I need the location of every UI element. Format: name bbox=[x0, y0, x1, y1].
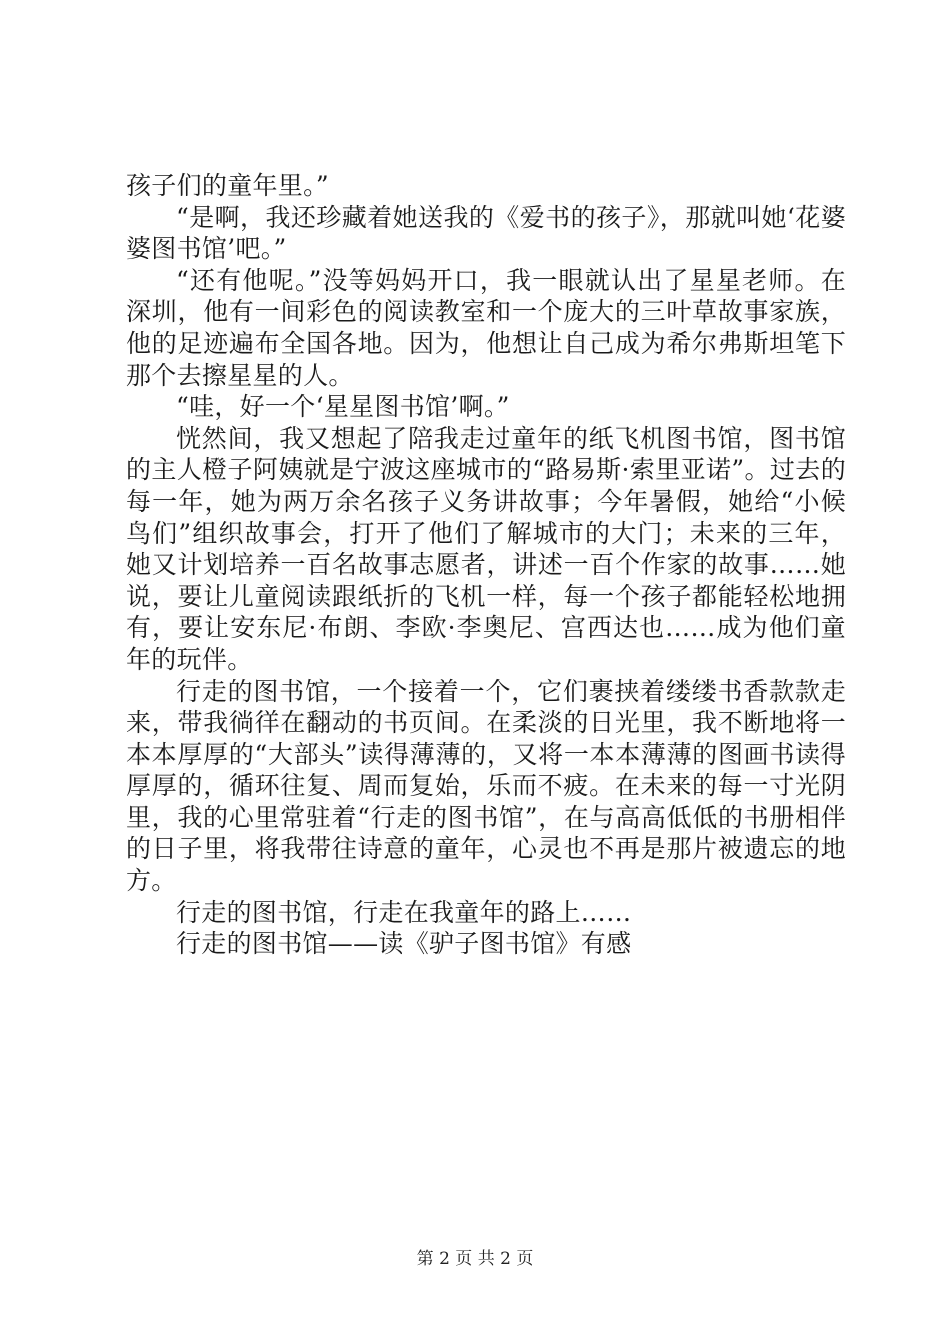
paragraph: “还有他呢。”没等妈妈开口，我一眼就认出了星星老师。在深圳，他有一间彩色的阅读教室和一个庞大的三叶草故事家族，他的足迹遍布全国各地。因为，他想让自己成为希尔弗斯坦笔下那个去擦星星的人。 bbox=[126, 265, 846, 390]
page-footer bbox=[0, 1244, 950, 1269]
paragraph: “哇，好一个‘星星图书馆’啊。” bbox=[176, 392, 510, 422]
paragraph-title-line: 行走的图书馆——读《驴子图书馆》有感 bbox=[176, 929, 632, 959]
paragraph-continuation: 孩子们的童年里。” bbox=[126, 171, 329, 200]
paragraph: 行走的图书馆，行走在我童年的路上…… bbox=[176, 897, 632, 927]
paragraph: 恍然间，我又想起了陪我走过童年的纸飞机图书馆，图书馆的主人橙子阿姨就是宁波这座城市的“路易斯·索里亚诺”。过去的每一年，她为两万余名孩子义务讲故事；今年暑假，她给“小候鸟们”组织故事会，打开了他们了解城市的大门；未来的三年，她又计划培养一百名故事志愿者，讲述一百个作家的故事……她说，要让儿童阅读跟纸折的飞机一样，每一个孩子都能轻松地拥有，要让安东尼·布朗、李欧·李奥尼、宫西达也……成为他们童年的玩伴。 bbox=[126, 423, 846, 674]
paragraph: 行走的图书馆，一个接着一个，它们裹挟着缕缕书香款款走来，带我徜徉在翻动的书页间。在柔淡的日光里，我不断地将一本本厚厚的“大部头”读得薄薄的，又将一本本薄薄的图画书读得厚厚的，循环往复、周而复始，乐而不疲。在未来的每一寸光阴里，我的心里常驻着“行走的图书馆”，在与高高低低的书册相伴的日子里，将我带往诗意的童年，心灵也不再是那片被遗忘的地方。 bbox=[126, 676, 846, 896]
document-body bbox=[126, 170, 846, 960]
page-number-label: 第 2 页 共 2 页 bbox=[416, 1249, 534, 1269]
paragraph: “是啊，我还珍藏着她送我的《爱书的孩子》，那就叫她‘花婆婆图书馆’吧。” bbox=[126, 202, 846, 264]
